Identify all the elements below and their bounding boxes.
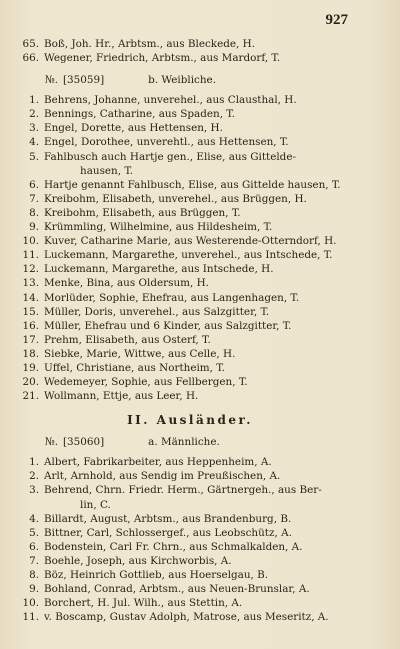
list-item [20, 234, 360, 248]
list-item [20, 347, 360, 361]
entry-number: 1. [29, 456, 39, 469]
entry-text: Bennings, Catharine, aus Spaden, T. [44, 108, 236, 121]
entry-number: 21. [22, 390, 39, 403]
entry-number: 10. [22, 235, 39, 248]
entry-list-weiblich [20, 93, 360, 403]
entry-number: 14. [22, 291, 39, 304]
list-item [20, 262, 360, 276]
list-item [20, 469, 360, 483]
list-item [20, 51, 360, 65]
entry-text: Siebke, Marie, Wittwe, aus Celle, H. [44, 347, 236, 360]
entry-number: 17. [22, 333, 39, 346]
entry-text: Krümmling, Wilhelmine, aus Hildesheim, T. [44, 221, 273, 234]
list-item [20, 582, 360, 596]
entry-number: 5. [29, 150, 39, 163]
list-item [20, 333, 360, 347]
entry-text: Bodenstein, Carl Fr. Chrn., aus Schmalkalden, A. [44, 540, 303, 553]
entry-text: Bohland, Conrad, Arbtsm., aus Neuen-Brunslar, A. [44, 583, 310, 596]
entry-text: Prehm, Elisabeth, aus Osterf, T. [44, 333, 211, 346]
entry-number: 18. [22, 347, 39, 360]
entry-number: 4. [29, 512, 39, 525]
entry-text: Hartje genannt Fahlbusch, Elise, aus Gittelde hausen, T. [44, 178, 341, 191]
list-item [20, 305, 360, 319]
entry-text: Luckemann, Margarethe, unverehel., aus Intschede, T. [44, 249, 333, 262]
entry-text: Luckemann, Margarethe, aus Intschede, H. [44, 263, 274, 276]
entry-continuation: lin, C. [80, 498, 111, 511]
entry-text: Kreibohm, Elisabeth, unverehel., aus Brüggen, H. [44, 192, 307, 205]
entry-number: 11. [22, 249, 39, 262]
category-label: a. Männliche. [148, 436, 220, 449]
list-item [20, 93, 360, 107]
entry-number: 4. [29, 136, 39, 149]
entry-text: Behrend, Chrn. Friedr. Herm., Gärtnergeh., aus Ber- [44, 484, 322, 497]
entry-number: 6. [29, 540, 39, 553]
list-item [20, 178, 360, 192]
entry-text: Engel, Dorette, aus Hettensen, H. [44, 122, 223, 135]
list-item [20, 526, 360, 540]
list-item [20, 319, 360, 333]
entry-number: 3. [29, 122, 39, 135]
section-header-weiblich [20, 73, 360, 88]
list-item [20, 610, 360, 624]
entry-text: Uffel, Christiane, aus Northeim, T. [44, 361, 225, 374]
list-item [20, 135, 360, 149]
entry-text: Behrens, Johanne, unverehel., aus Clausthal, H. [44, 94, 297, 107]
list-item [20, 150, 360, 164]
entry-text: Wollmann, Ettje, aus Leer, H. [44, 390, 199, 403]
entry-text: Arlt, Arnhold, aus Sendig im Preußischen, A. [44, 470, 281, 483]
entry-text: Müller, Doris, unverehel., aus Salzgitter, T. [44, 305, 270, 318]
list-item [20, 248, 360, 262]
entry-continuation: hausen, T. [80, 164, 134, 177]
entry-number: 15. [22, 305, 39, 318]
entry-text: Kuver, Catharine Marie, aus Westerende-Otterndorf, H. [44, 235, 337, 248]
section-header-maennlich [20, 435, 360, 450]
entry-number: 9. [29, 221, 39, 234]
entry-text: Morlüder, Sophie, Ehefrau, aus Langenhagen, T. [44, 291, 300, 304]
entry-text: Menke, Bina, aus Oldersum, H. [44, 277, 209, 290]
entry-number: 2. [29, 108, 39, 121]
entry-text: Fahlbusch auch Hartje gen., Elise, aus Gittelde- [44, 150, 296, 163]
entry-text: Albert, Fabrikarbeiter, aus Heppenheim, A. [44, 456, 272, 469]
entry-number: 20. [22, 376, 39, 389]
list-item [20, 121, 360, 135]
entry-number: 2. [29, 470, 39, 483]
number-label: №. [44, 74, 58, 87]
list-item [20, 192, 360, 206]
entry-list-maennlich [20, 455, 360, 624]
list-item [20, 483, 360, 497]
entry-text: Böz, Heinrich Gottlieb, aus Hoerselgau, B. [44, 569, 269, 581]
list-item [20, 455, 360, 469]
entry-number: 19. [22, 361, 39, 374]
entry-number: 12. [22, 263, 39, 276]
entry-number: 65. [22, 38, 39, 50]
entry-text: v. Boscamp, Gustav Adolph, Matrose, aus Meseritz, A. [44, 611, 329, 624]
entry-text: Boehle, Joseph, aus Kirchworbis, A. [44, 554, 232, 567]
entry-text: Müller, Ehefrau und 6 Kinder, aus Salzgitter, T. [44, 319, 292, 332]
list-item [20, 206, 360, 220]
list-item [20, 220, 360, 234]
entry-number: 5. [29, 526, 39, 539]
entry-number: 11. [22, 611, 39, 624]
list-item [20, 540, 360, 554]
list-item [20, 554, 360, 568]
record-id: [35059] [63, 74, 105, 87]
list-item [20, 596, 360, 610]
entry-number: 8. [29, 569, 39, 581]
entry-text: Wegener, Friedrich, Arbtsm., aus Mardorf, T. [44, 52, 281, 65]
entry-text: Engel, Dorothee, unverehtl., aus Hettensen, T. [44, 136, 289, 149]
list-item [20, 512, 360, 526]
number-label: №. [44, 436, 58, 449]
entry-text: Wedemeyer, Sophie, aus Fellbergen, T. [44, 376, 248, 389]
page-number: 927 [325, 12, 348, 28]
record-id: [35060] [63, 436, 105, 449]
entry-text: Borchert, H. Jul. Wilh., aus Stettin, A. [44, 597, 243, 610]
entry-number: 7. [29, 554, 39, 567]
entry-number: 6. [29, 178, 39, 191]
entry-number: 13. [22, 277, 39, 290]
page-content [20, 37, 360, 624]
list-item [20, 361, 360, 375]
list-item [20, 107, 360, 121]
list-item [20, 375, 360, 389]
list-item [20, 568, 360, 582]
entry-number: 10. [22, 597, 39, 610]
list-item [20, 389, 360, 403]
list-item [20, 276, 360, 290]
entry-number: 16. [22, 319, 39, 332]
entry-text: Boß, Joh. Hr., Arbtsm., aus Bleckede, H. [44, 38, 256, 50]
continued-entry-list [20, 37, 360, 65]
entry-number: 1. [29, 94, 39, 107]
entry-number: 3. [29, 484, 39, 497]
entry-number: 9. [29, 583, 39, 596]
entry-text: Kreibohm, Elisabeth, aus Brüggen, T. [44, 206, 241, 219]
entry-number: 66. [22, 52, 39, 65]
section-title: II. Ausländer. [127, 413, 253, 428]
category-label: b. Weibliche. [148, 74, 216, 87]
entry-number: 7. [29, 192, 39, 205]
list-item [20, 37, 360, 51]
entry-text: Bittner, Carl, Schlossergef., aus Leobschütz, A. [44, 526, 292, 539]
list-item [20, 291, 360, 305]
entry-text: Billardt, August, Arbtsm., aus Brandenburg, B. [44, 512, 292, 525]
entry-number: 8. [29, 206, 39, 219]
